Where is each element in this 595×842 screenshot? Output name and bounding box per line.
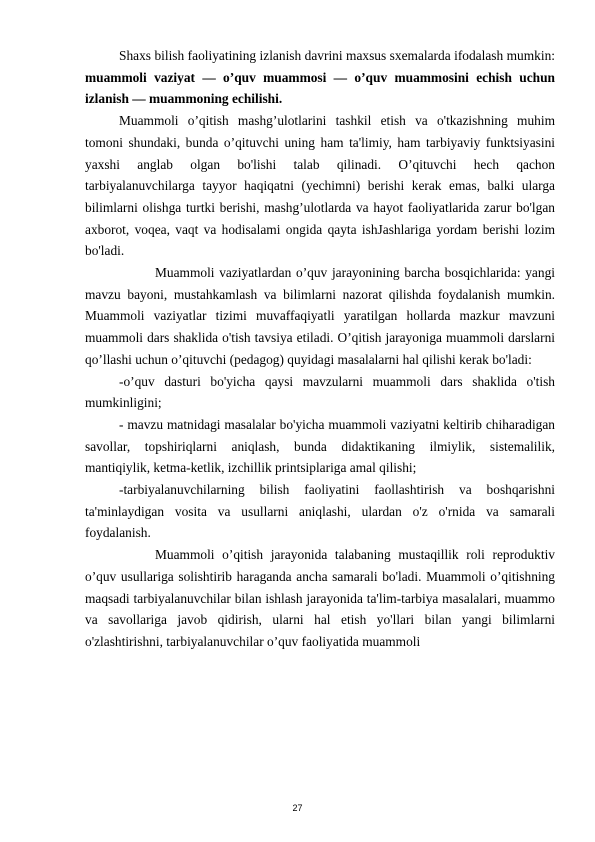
paragraph-2: Muammoli o’qitish mashg’ulotlarini tashkil etish va o'tkazishning muhim tomoni shundaki, bunda o’qituvchi uning ham ta'limiy, ham tarbiyaviy funktsiyasini yaxshi anglab olgan bo'lishi talab qilinadi. O’qituvchi hech qachon tarbiyalanuvchilarga tayyor haqiqatni (yechimni) berishi kerak emas, balki ularga bilimlarni olishga turtki berishi, mashg’ulotlarda va hayot faoliyatlarida zarur bo'lgan axborot, voqea, vaqt va hodisalami ongida qayta ishJashlariga yordam berishi lozim bo'ladi. [85,113,555,259]
paragraph-3: Muammoli vaziyatlardan o’quv jarayonining barcha bosqichlarida: yangi mavzu bayoni, mustahkamlash va bilimlarni nazorat qilishda foydalanish mumkin. Muammoli vaziyatlar tizimi muvaffaqiyatli yaratilgan hollarda mazkur mavzuni muammoli dars shaklida o'tish tavsiya etiladi. O’qitish jarayoniga muammoli darslarni qo’llashi uchun o’qituvchi (pedagog) quyidagi masalalarni hal qilishi kerak bo'ladi: [85,265,555,367]
list-item-1: -o’quv dasturi bo'yicha qaysi mavzularni muammoli dars shaklida o'tish mumkinligini; [85,373,555,411]
page-body [85,45,555,653]
paragraph-7: Muammoli o’qitish jarayonida talabaning mustaqillik roli reproduktiv o’quv usullariga solishtirib haraganda ancha samarali bo'ladi. Muammoli o’qitishning maqsadi tarbiyalanuvchilar bilan ishlash jarayonida ta'lim-tarbiya masalalari, muammo va savollariga javob qidirish, ularni hal etish yo'llari bilan yangi bilimlarni o'zlashtirishni, tarbiyalanuvchilar o’quv faoliyatida muammoli [85,547,555,649]
paragraph-1-bold-scheme: muammoli vaziyat — o’quv muammosi — o’quv muammosini echish uchun izlanish — muammoning echilishi. [85,69,555,107]
page-number: 27 [292,803,303,813]
paragraph-1 [85,45,555,110]
list-item-2: - mavzu matnidagi masalalar bo'yicha muammoli vaziyatni keltirib chiharadigan savollar, topshiriqlarni aniqlash, bunda didaktikaning ilmiylik, sistemalilik, mantiqiylik, ketma-ketlik, izchillik printsiplariga amal qilishi; [85,416,555,476]
list-item-3: -tarbiyalanuvchilarning bilish faoliyatini faollashtirish va boshqarishni ta'minlaydigan vosita va usullarni aniqlashi, ulardan o'z o'rnida va samarali foydalanish. [85,482,555,541]
paragraph-1-text: Shaxs bilish faoliyatining izlanish davrini maxsus sxemalarda ifodalash mumkin: [119,48,555,63]
